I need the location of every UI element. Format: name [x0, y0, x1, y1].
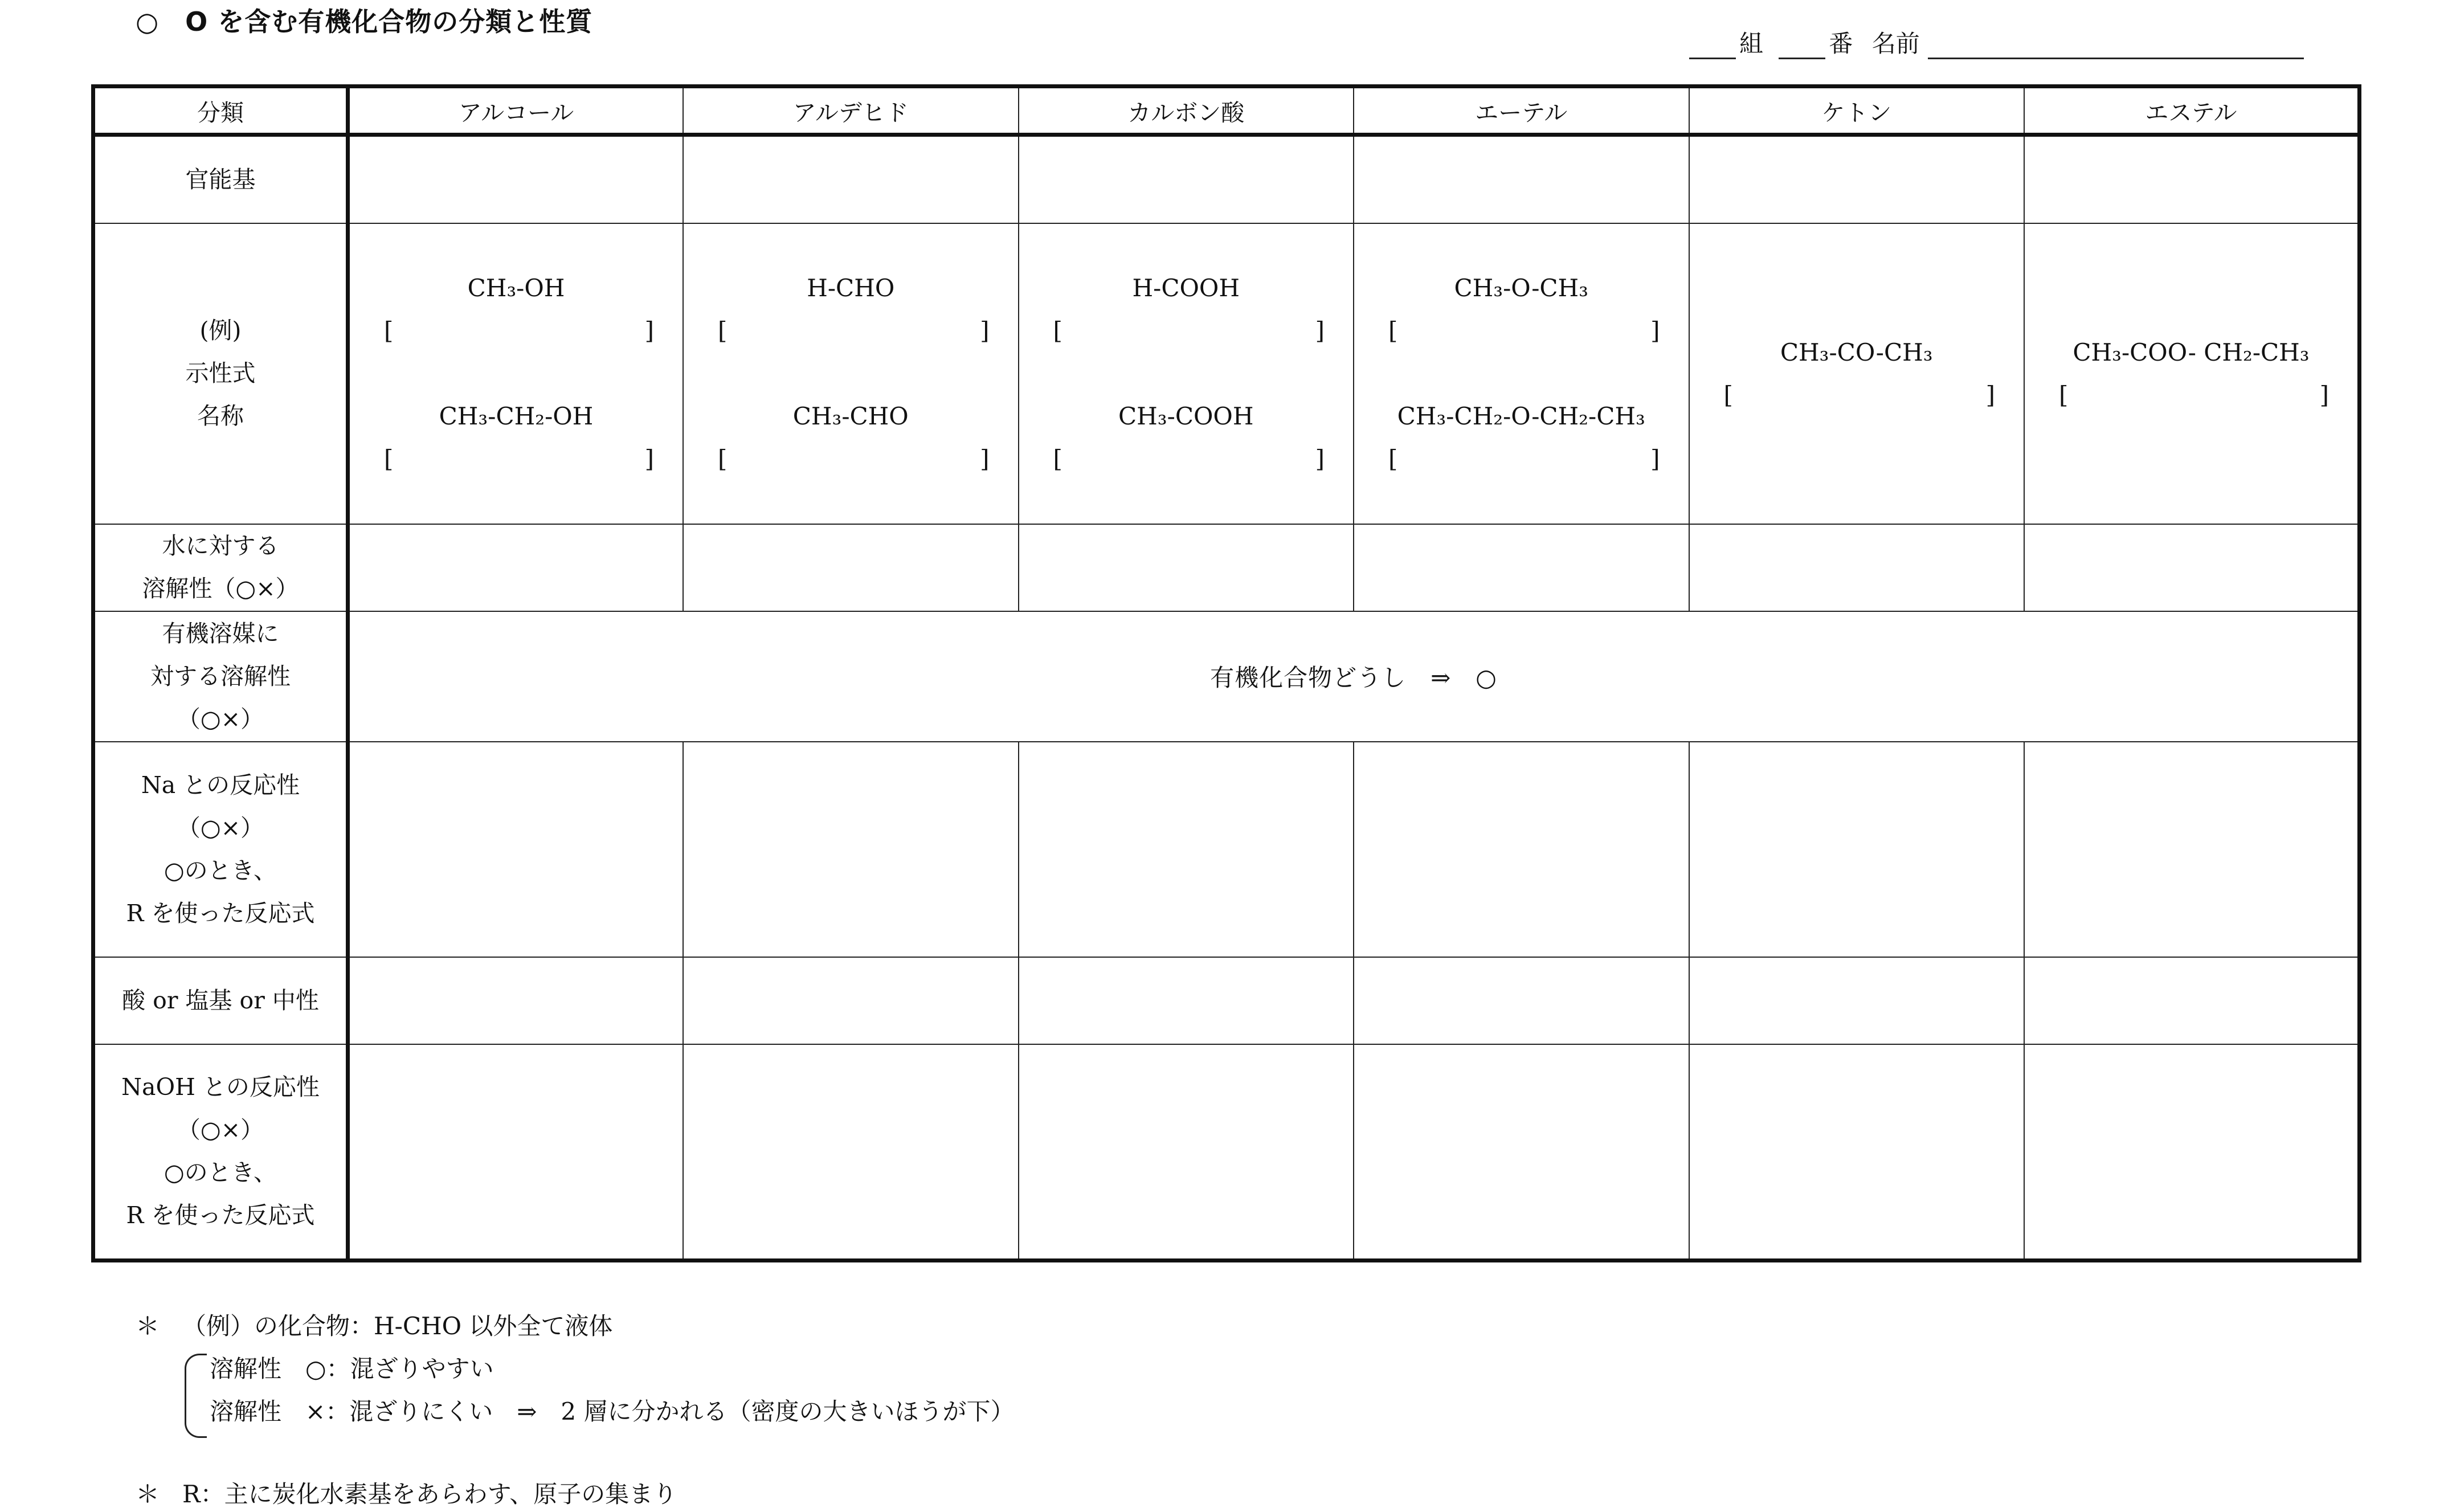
class-blank[interactable] [1689, 32, 1736, 59]
bracket-open: [ [384, 445, 394, 473]
left-brace [185, 1354, 207, 1438]
name-bracket[interactable] [1690, 374, 2024, 416]
note-insoluble: 溶解性 ×：混ざりにくい ⇒ 2 層に分かれる（密度の大きいほうが下） [210, 1397, 1015, 1425]
class-label: 組 [1739, 30, 1764, 58]
label-naoh-line4: R を使った反応式 [126, 1202, 315, 1229]
name-bracket[interactable] [1019, 309, 1354, 352]
name-bracket[interactable] [2025, 374, 2357, 416]
answer-cell[interactable] [1689, 135, 2025, 223]
note-liquid-text: （例）の化合物：H-CHO 以外全て液体 [182, 1312, 613, 1340]
row-functional-group [93, 135, 2360, 223]
answer-cell[interactable] [683, 742, 1019, 957]
answer-cell[interactable] [683, 957, 1019, 1044]
answer-cell[interactable] [1019, 742, 1354, 957]
bracket-open: [ [384, 317, 394, 345]
example-carboxylic [1019, 223, 1354, 524]
name-fields [1689, 25, 2304, 59]
label-water-solubility [93, 524, 348, 611]
answer-cell[interactable] [1019, 524, 1354, 611]
formula: H-CHO [807, 274, 895, 302]
name-bracket[interactable] [1019, 438, 1354, 480]
answer-cell[interactable] [683, 135, 1019, 223]
name-bracket[interactable] [350, 309, 683, 352]
col-ether: エーテル [1354, 87, 1689, 135]
answer-cell[interactable] [1354, 957, 1689, 1044]
answer-cell[interactable] [1689, 1044, 2025, 1261]
col-aldehyde: アルデヒド [683, 87, 1019, 135]
label-organic-line2: 対する溶解性 [150, 662, 291, 690]
example-alcohol [348, 223, 684, 524]
formula: CH₃-CHO [792, 402, 909, 430]
answer-cell[interactable] [2024, 742, 2360, 957]
bracket-close: ] [1315, 317, 1325, 345]
bracket-open: [ [1053, 445, 1062, 473]
row-organic-solubility [93, 611, 2360, 742]
answer-cell[interactable] [348, 957, 684, 1044]
row-acidity [93, 957, 2360, 1044]
label-functional-group: 官能基 [93, 135, 348, 223]
name-bracket[interactable] [684, 438, 1018, 480]
number-blank[interactable] [1779, 32, 1825, 59]
answer-cell[interactable] [2024, 524, 2360, 611]
bracket-open: [ [1388, 445, 1398, 473]
note-soluble: 溶解性 ○：混ざりやすい [210, 1355, 494, 1383]
col-ketone: ケトン [1689, 87, 2025, 135]
name-bracket[interactable] [1354, 309, 1689, 352]
formula: CH₃-O-CH₃ [1454, 274, 1589, 302]
bracket-open: [ [718, 317, 728, 345]
label-example-line3: 名称 [197, 402, 244, 430]
answer-cell[interactable] [683, 524, 1019, 611]
bracket-close: ] [980, 445, 990, 473]
answer-cell[interactable] [348, 524, 684, 611]
row-example [93, 223, 2360, 524]
corner-cell: 分類 [93, 87, 348, 135]
note-r-text: R：主に炭化水素基をあらわす、原子の集まり [182, 1480, 677, 1508]
label-na-line4: R を使った反応式 [126, 899, 315, 927]
answer-cell[interactable] [1689, 957, 2025, 1044]
formula: CH₃-CO-CH₃ [1780, 338, 1933, 366]
answer-cell[interactable] [1354, 135, 1689, 223]
label-na-line2: （○×） [177, 814, 264, 841]
answer-cell[interactable] [1689, 524, 2025, 611]
bracket-open: [ [718, 445, 728, 473]
organic-solubility-merged: 有機化合物どうし ⇒ ○ [348, 611, 2360, 742]
example-aldehyde [683, 223, 1019, 524]
name-bracket[interactable] [1354, 438, 1689, 480]
label-na-reactivity [93, 742, 348, 957]
answer-cell[interactable] [1354, 1044, 1689, 1261]
answer-cell[interactable] [2024, 957, 2360, 1044]
name-bracket[interactable] [684, 309, 1018, 352]
bracket-open: [ [1388, 317, 1398, 345]
label-naoh-line1: NaOH との反応性 [121, 1073, 320, 1101]
answer-cell[interactable] [348, 135, 684, 223]
bracket-close: ] [644, 317, 654, 345]
bracket-open: [ [2059, 381, 2069, 409]
classification-table [91, 84, 2361, 1262]
label-example-line2: 示性式 [185, 359, 256, 387]
answer-cell[interactable] [1689, 742, 2025, 957]
label-naoh-reactivity [93, 1044, 348, 1261]
label-example-line1: (例) [199, 317, 242, 344]
worksheet-title [136, 1, 592, 39]
header-row [93, 87, 2360, 135]
formula: CH₃-CH₂-OH [439, 402, 594, 430]
bracket-open: [ [1723, 381, 1733, 409]
notes-block [136, 1305, 1014, 1433]
formula: CH₃-CH₂-O-CH₂-CH₃ [1397, 402, 1645, 430]
answer-cell[interactable] [1019, 1044, 1354, 1261]
label-organic-line3: （○×） [177, 705, 264, 733]
answer-cell[interactable] [348, 742, 684, 957]
number-label: 番 [1829, 30, 1853, 58]
col-alcohol: アルコール [348, 87, 684, 135]
label-example [93, 223, 348, 524]
label-naoh-line3: ○のとき、 [164, 1159, 277, 1187]
answer-cell[interactable] [1354, 524, 1689, 611]
answer-cell[interactable] [1019, 135, 1354, 223]
example-ketone [1689, 223, 2025, 524]
formula: CH₃-OH [467, 274, 565, 302]
label-organic-line1: 有機溶媒に [162, 619, 279, 647]
label-organic-solubility [93, 611, 348, 742]
bracket-open: [ [1053, 317, 1062, 345]
answer-cell[interactable] [2024, 1044, 2360, 1261]
col-carboxylic: カルボン酸 [1019, 87, 1354, 135]
bracket-close: ] [1315, 445, 1325, 473]
row-na-reactivity [93, 742, 2360, 957]
answer-cell[interactable] [1354, 742, 1689, 957]
bracket-close: ] [2319, 381, 2329, 409]
bracket-close: ] [644, 445, 654, 473]
note-liquid [136, 1305, 1014, 1347]
title-circle: ○ [136, 6, 160, 37]
name-label: 名前 [1871, 30, 1920, 58]
row-naoh-reactivity [93, 1044, 2360, 1261]
label-na-line1: Na との反応性 [141, 771, 300, 799]
formula: CH₃-COOH [1118, 402, 1254, 430]
bracket-close: ] [980, 317, 990, 345]
formula: CH₃-COO- CH₂-CH₃ [2073, 338, 2310, 366]
star-mark: ＊ [136, 1480, 160, 1508]
answer-cell[interactable] [348, 1044, 684, 1261]
col-ester: エステル [2024, 87, 2360, 135]
bracket-close: ] [1650, 445, 1660, 473]
label-naoh-line2: （○×） [177, 1116, 264, 1144]
answer-cell[interactable] [2024, 135, 2360, 223]
label-water-line2: 溶解性（○×） [142, 575, 299, 602]
name-bracket[interactable] [350, 438, 683, 480]
formula: H-COOH [1132, 274, 1240, 302]
example-ether [1354, 223, 1689, 524]
name-blank[interactable] [1928, 32, 2304, 59]
answer-cell[interactable] [683, 1044, 1019, 1261]
example-ester [2024, 223, 2360, 524]
row-water-solubility [93, 524, 2360, 611]
bracket-close: ] [1650, 317, 1660, 345]
star-mark: ＊ [136, 1312, 160, 1340]
bracket-close: ] [1985, 381, 1995, 409]
answer-cell[interactable] [1019, 957, 1354, 1044]
note-r-definition [136, 1476, 677, 1510]
label-na-line3: ○のとき、 [164, 856, 277, 884]
title-text: O を含む有機化合物の分類と性質 [185, 6, 593, 37]
label-acidity: 酸 or 塩基 or 中性 [93, 957, 348, 1044]
label-water-line1: 水に対する [162, 532, 279, 559]
